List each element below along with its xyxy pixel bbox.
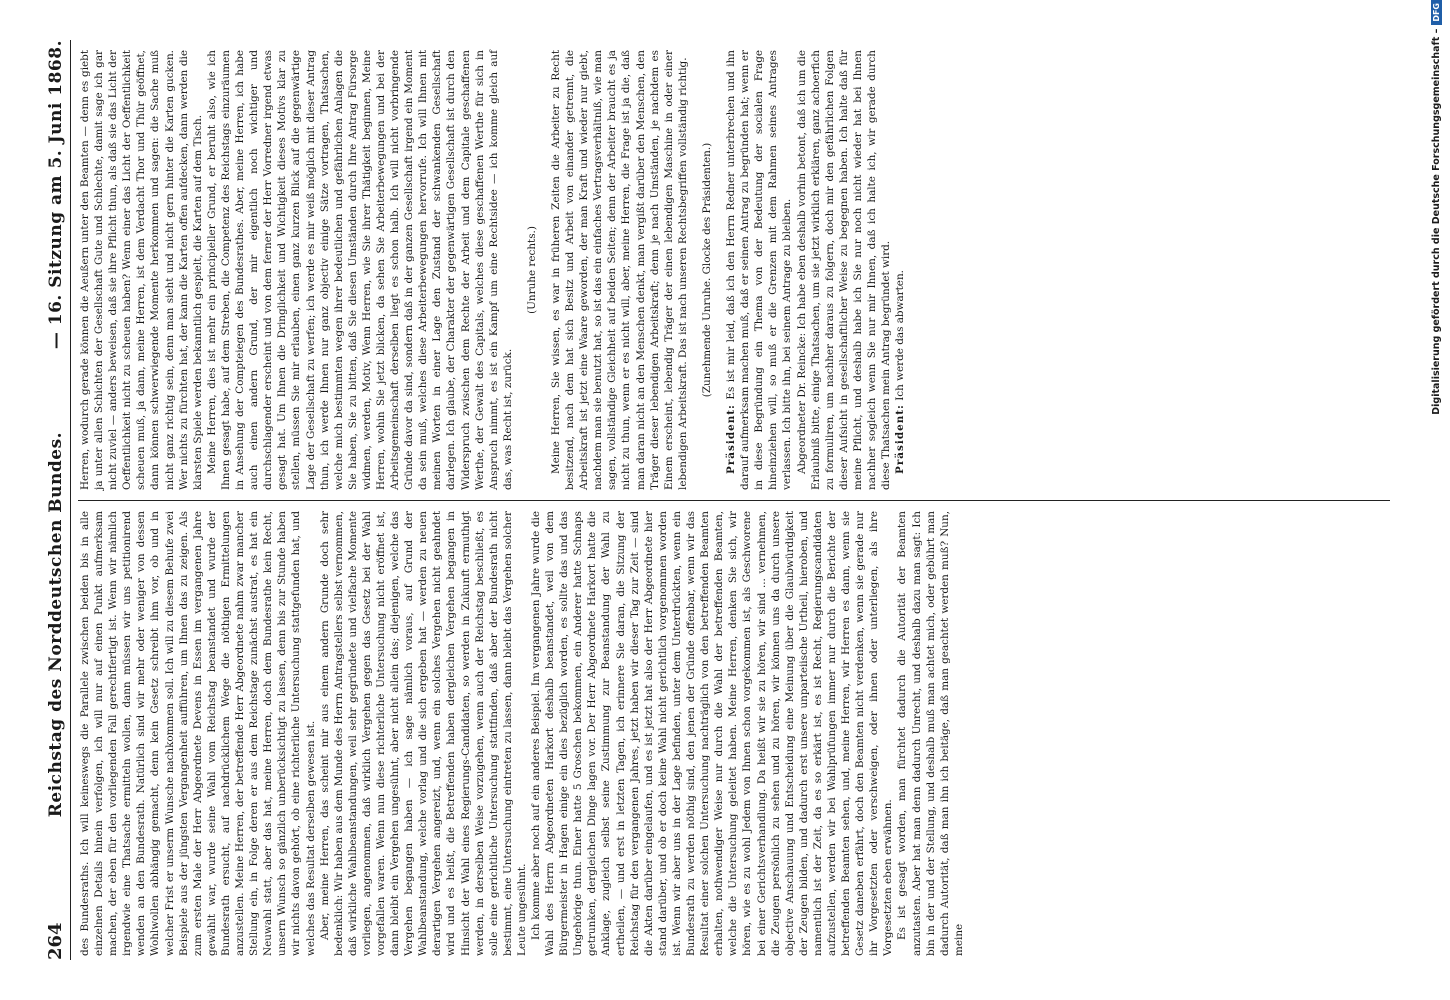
header-rule [70, 40, 71, 960]
page-header [40, 40, 66, 960]
stage-note: (Zunehmende Unruhe. Glocke des Präsidenten.) [700, 142, 713, 398]
paragraph: Abgeordneter Dr. Reincke: Ich habe eben deshalb vorhin betont, daß ich um die Erlaubniß bitte, einige Thatsachen, um sie jetzt wirklich erklären, ganz achoerfich zu formuliren, um nachher daraus zu folgern, doch mir den gefährlichen Folgen dieser Aufsicht in gesellschaftlicher Weise zu begegnen haben. Ich halte daß für meine Pflicht, und deshalb habe ich Sie nur noch nicht wieder hat bei Ihnen nachher sogleich wenn Sie nur mir Ihnen, daß ich halte ich, wir gerade durch diese Thatsachen mein Antrag begründet wird. [795, 50, 893, 490]
paragraph: Aber, meine Herren, das scheint mir aus einem andern Grunde doch sehr bedenklich: Wir haben aus dem Munde des Herrn Antragstellers selbst vernommen, daß wirkliche Wahlbeanstandungen, weil sehr gegründete und vielfache Momente vorliegen, angenommen, daß wirklich Vergehen gegen das Gesetz bei der Wahl vorgefallen waren. Wenn nun diese richterliche Untersuchung nicht eröffnet ist, dann bleibt ein Vergehen ungesühnt, aber nicht allein das; diejenigen, welche das Vergehen begangen haben — ich sage nämlich voraus, auf Grund der Wahlbeanstandung, welche vorlag und die sich ergeben hat — werden zu neuen derartigen Vergehen angereizt, und, wenn ein solches Vergehen nicht geahndet wird und es heißt, die Betreffenden haben dergleichen Vergehen begangen in Hinsicht der Wahl eines Regierungs-Candidaten, so werden in Zukunft ermuthigt werden, in derselben Weise vorzugehen, wenn auch der Reichstag beschließt, es solle eine gerichtliche Untersuchung stattfinden, daß aber der Bundesrath nicht bestimmt, eine Untersuchung eintreten zu lassen, dann bleibt das Vergehen solcher Leute ungesühnt. [318, 511, 528, 956]
speech-text: Ich werde das abwarten. [894, 270, 907, 401]
stage-note: (Unruhe rechts.) [525, 226, 538, 314]
dfg-logo: DFG [1431, 0, 1442, 25]
page-number: 264 [45, 922, 66, 960]
paragraph: des Bundesraths. Ich will keineswegs die Parallele zwischen beiden bis in alle einzelnen Details hinein verfolgen, ich will nur auf einen Punkt aufmerksam machen, der eben für den vorliegenden Fall gerechtfertigt ist. Wenn wir nämlich irgendwie eine Thatsache ermitteln wollen, dann müssen wir uns petitionirend wenden an den Bundesrath. Natürlich sind wir mehr oder weniger von dessen Wohlwollen abhängig gemacht, denn kein Gesetz schreibt ihm vor, ob und in welcher Frist er unserm Wunsche nachkommen soll. Ich will zu diesem Behufe zwei Beispiele aus der jüngsten Vergangenheit aufführen, um Ihnen das zu zeigen. Als zum ersten Male der Herr Abgeordnete Devens in Essen im vergangenen Jahre gewählt war, wurde seine Wahl vom Reichstag beanstandet und wurde der Bundesrath ersucht, auf nachdrücklichem Wege die nöthigen Ermittelungen anzustellen. Meine Herren, der betreffende Herr Abgeordnete nahm zwar mancher Stellung ein, in Folge deren er aus dem Reichstage zunächst austrat, es hat ein Neuwahl statt, aber das hat, meine Herren, doch dem Bundesrathe kein Recht, unsern Wunsch so gänzlich unberücksichtigt zu lassen, denn bis zur Stunde haben wir nichts davon gehört, ob eine richterliche Untersuchung stattgefunden hat, und welches das Resultat derselben gewesen ist. [79, 511, 317, 956]
right-running-title: — 16. Sitzung am 5. Juni 1868. [46, 40, 66, 350]
paragraph: Meine Herren, Sie wissen, es war in früheren Zeiten die Arbeiter zu Recht besitzend, nach dem hat sich Besitz und Arbeit von einander getrennt, die Arbeitskraft ist jetzt eine Waare geworden, der man Kraft und wieder nur giebt, nachdem man sie benutzt hat, so ist das ein einfaches Vertragsverhältniß, wie man sagen, vollständige Gleichheit auf beiden Seiten; denn der Arbeiter braucht es ja nicht zu thun, wenn er es nicht will, aber, meine Herren, die Frage ist ja die, daß man daran nicht an den Menschen denkt, man vergißt darüber den Menschen, den Träger dieser lebendigen Arbeitskraft; denn je nach Umständen, je nachdem es Einem erscheint, lebendig Träger der einen lebendigen Maschine in oder einer lebendigen Arbeitskraft. Das ist nach unseren Rechtsbegriffen vollständig richtig. [550, 50, 689, 490]
credit-text: Digitalisierung gefördert durch die Deutsche Forschungsgemeinschaft – [1430, 28, 1442, 415]
left-running-title: Reichstag des Norddeutschen Bundes. [46, 431, 66, 818]
speaker-label: Präsident: [894, 404, 907, 474]
paragraph: Meine Herren, dies ist mehr ein principieller Grund, er beruht also, wie ich Ihnen gesagt habe, auf dem Streben, die Competenz des Reichstags einzuräumen in Ansehung der Compteiegen des Bundesrathes. Aber, meine Herren, ich habe auch einen andern Grund, der mir eigentlich noch wichtiger und durchschlagender erscheint und von dem ferner der Herr Vorredner irgend etwas gesagt hat. Um Ihnen die Dringlichkeit und Wichtigkeit dieses Motivs klar zu stellen, müssen Sie mir erlauben, einen ganz kurzen Blick auf die gegenwärtige Lage der Gesellschaft zu werfen; ich werde es mir weiß möglich mit dieser Antrag thun, ich werde Ihnen nur ganz objectiv einige Sätze vortragen, Thatsachen, welche mich bestimmten wegen ihrer bedeutlichen und gefährlichen Anlagen die Sie haben, Sie zu bitten, daß Sie diesen Umständen durch Ihre Antrag Fürsorge widmen, werden, Motiv, Wenn Herren, wie Sie ihrer Thätigkeit beginnen, Meine Herren, wohin Sie jetzt blicken, da sehen Sie Arbeiterbewegungen und bei der Arbeitsgemeinschaft derselben liegt es schon halb. Ich will nicht vorbringende Gründe davor da sind, sondern daß in der ganzen Gesellschaft irgend ein Moment da sein muß, welches diese Arbeiterbewegungen hervorrufe. Ich will Ihnen mit meinen Worten in einer Lage den Zustand der schwankenden Gesellschaft darlegen. Ich glaube, der Charakter der gegenwärtigen Gesellschaft ist durch den Widerspruch zwischen dem Rechte der Arbeit und dem Capitale geschaffenen Werthe, der Gewalt des Capitals, welches diese geschaffenen Werthe für sich in Anspruch nimmt, es ist ein Kampf um eine Rechtsidee — ich komme gleich auf das, was Recht ist, zurück. [205, 50, 514, 490]
president-paragraph [893, 50, 907, 490]
speaker-label: Präsident: [725, 404, 738, 474]
left-column [78, 500, 1390, 960]
right-column [78, 40, 1390, 500]
digitization-credit [1404, 0, 1442, 1000]
president-paragraph [724, 50, 794, 490]
paragraph: Herren, wodurch gerade können die Aeußern unter den Beamten — denn es giebt ja unter allen Schichten der Gesellschaft Gute und Schlechte, damit sage ich gar nicht zuviel — anders beweisen, daß sie ihre Pflicht thun, als daß sie das Licht der Oeffentlichkeit nicht zu scheuen haben? Wenn einer das Licht der Oeffentlichkeit scheuen muß, ja dann, meine Herren, ist dem Verdacht Thor und Thür geöffnet, dann können schwerwiegende Momente herkommen und sagen: die Sache muß nicht ganz richtig sein, denn man sieht und nicht gern hinter die Karten gucken. Wer nichts zu fürchten hat, der kann die Karten offen aufdecken, dann werden die klarsten Spiele werden bekanntlich gespielt, die Karten auf dem Tisch. [79, 50, 204, 490]
paragraph: Es ist gesagt worden, man fürchtet dadurch die Autorität der Beamten anzutasten. Aber hat man denn dadurch Unrecht, und deshalb dazu man sagt: Ich bin in der und der Stellung, und deshalb muß man achtet mich, oder gebührt man dadurch Autorität, daß man ihn ich beitäge, daß man geachtet werden muß? Nun, meine [896, 511, 965, 956]
speech-text: Es ist mir leid, daß ich den Herrn Redner unterbrechen und ihn darauf aufmerksam machen muß, daß er seinen Antrag zu begründen hat; wenn er in diese Begründung ein Thema von der Bedeutung der socialen Frage hineinziehen will, so muß er die Grenzen mit dem Rahmen seines Antrages verlassen. Ich bitte ihn, bei seinem Antrage zu bleiben. [725, 50, 794, 490]
text-columns [78, 40, 1390, 960]
paragraph: Ich komme aber noch auf ein anderes Beispiel. Im vergangenen Jahre wurde die Wahl des Herrn Abgeordneten Harkort deshalb beanstandet, weil von dem Bürgermeister in Hagen einige ein dies bezüglich worden, es sollte das und das Ungehörige thun. Einer hatte 5 Groschen bekommen, ein Anderer hatte Schnaps getrunken, dergleichen Dinge lagen vor. Der Herr Abgeordnete Harkort hatte die Anklage, zugleich selbst seine Zustimmung zur Beanstandung der Wahl zu ertheilen, — und erst in letzten Tagen, ich erinnere Sie daran, die Sitzung der Reichstag für den vergangenen Jahres, jetzt haben wir dieser Tag zur Zeit — sind die Akten darüber eingelaufen, und es ist jetzt hat also der Herr Abgeordnete hier stand darüber, und ob er doch keine Wahl nicht gerichtlich vorgenommen worden ist. Wenn wir aber uns in der Lage befinden, unter dem Unterdrückten, wenn ein Bundesrath zu werden nöthig sind, den jenen der Gründe offenbar, wenn wir das Resultat einer solchen Untersuchung nachträglich von den betreffenden Beamten erhalten, nothwendiger Weise nur durch die Wahl der betreffenden Beamten, welche die Untersuchung geleitet haben. Meine Herren, denken Sie sich, wir hören, wie es zu wohl Jedem von Ihnen schon vorgekommen ist, als Geschworene bei einer Gerichtsverhandlung. Da heißt wir sie zu hören, wir sind ... vernehmen, die Zeugen persönlich zu sehen und zu hören, wir können uns da durch unsere objective Anschauung und Entscheidung eine Meinung über die Glaubwürdigkeit der Zeugen bilden, und dadurch erst unsere unparteiische Urtheil, hieroben, und namentlich ist der Zeit, da es so erkärt ist, es ist Recht, Regierungscandidaten aufzustellen, werden wir bei Wahlprüfungen immer nur durch die Berichte der betreffenden Beamten sehen, und, meine Herren, wir Herren es dann, wenn sie Gesetz daneben erfährt, doch den Beamten nicht verdenken, wenn sie gerade nur ihr Vorgesetzten oder verschweigen, oder ihnen oder unterliegen, als ihre Vorgesetzten eben erwähnen. [530, 511, 895, 956]
